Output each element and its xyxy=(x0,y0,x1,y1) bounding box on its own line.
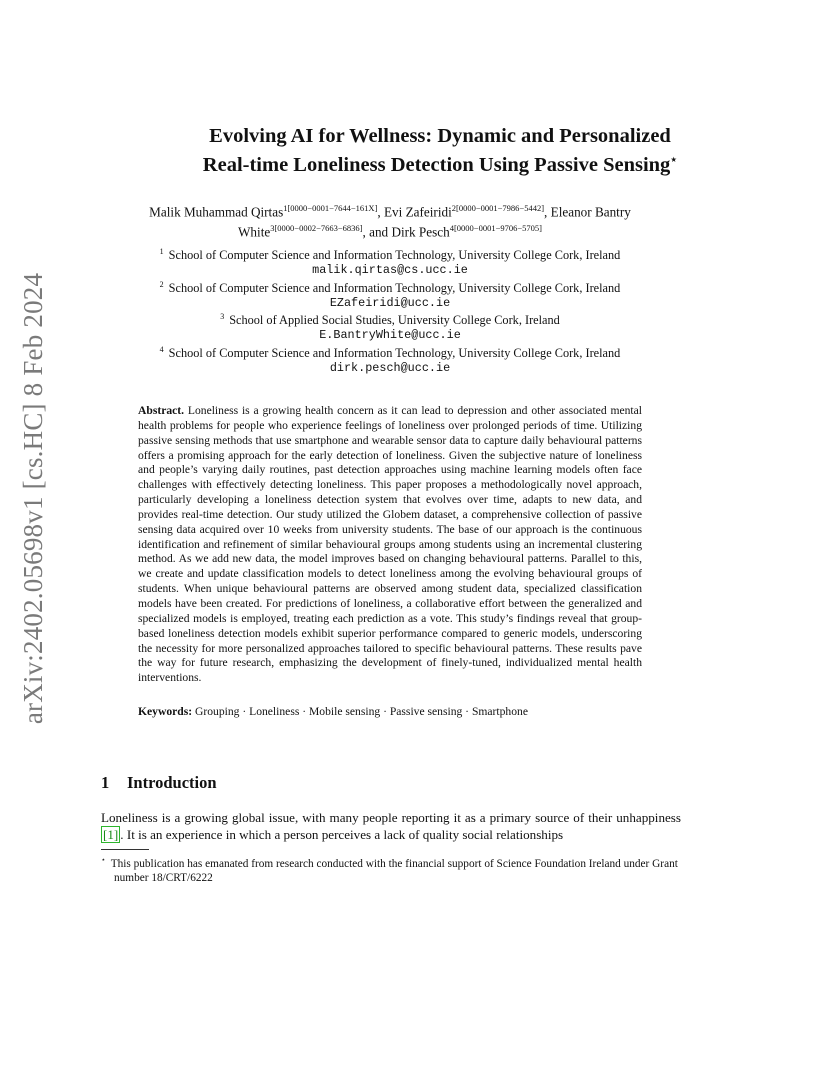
section-heading xyxy=(101,773,217,793)
affiliation-email[interactable]: EZafeiridi@ucc.ie xyxy=(329,295,451,310)
author-orcid: 4[0000−0001−9706−5705] xyxy=(449,223,542,234)
section-number: 1 xyxy=(101,773,110,792)
arxiv-watermark xyxy=(16,272,52,724)
affiliation-number: 1 xyxy=(159,247,164,256)
abstract-text: Loneliness is a growing health concern as it can lead to depression and other associated mental health problems for people who experience feelings of loneliness over prolonged periods of time. Utilizing passive sensing methods that use smartphone and wearable sensor data to capture daily behavioural patterns offers a promising approach for the early detection of loneliness. Given the subjective nature of loneliness and people’s varying daily routines, past detection approaches using machine learning models often face challenges with effectively detecting loneliness. This paper proposes a methodologically novel approach, particularly developing a loneliness detection system that evolves over time, adapts to new data, and provides real-time detection. Our study utilized the Globem dataset, a comprehensive collection of passive sensing data acquired over 10 weeks from university students. The base of our approach is the continuous identification and refinement of similar behavioural groups among students using an incremental clustering method. As we add new data, the model improves based on changing behavioural patterns. Parallel to this, we create and update classification models to detect loneliness among the evolving behavioural groups of students. When unique behavioural patterns are observed among student data, specialized classification models have been created. For predictions of loneliness, a collaborative effort between the generalized and specialized models is employed, treating each prediction as a vote. This study’s findings reveal that group-based loneliness detection models exhibit superior performance compared to generic models, underscoring the necessity for more personalized approaches tailored to specific behavioural patterns. These results pave the way for future research, emphasizing the development of finely-tuned, individualized mental health interventions. xyxy=(138,404,642,685)
affiliation-email[interactable]: E.BantryWhite@ucc.ie xyxy=(319,328,461,343)
affiliation-line xyxy=(110,310,670,328)
affiliation-number: 4 xyxy=(159,345,164,355)
affiliation-email[interactable]: malik.qirtas@cs.ucc.ie xyxy=(312,262,468,277)
footnote-text-block xyxy=(101,853,681,886)
keywords xyxy=(138,704,642,719)
footnote-text: This publication has emanated from research conducted with the financial support of Science Foundation Ireland under Grant number 18/CRT/6222 xyxy=(110,857,678,885)
intro-paragraph xyxy=(101,809,681,843)
affiliations xyxy=(110,245,670,376)
affiliation-text: School of Computer Science and Information Technology, University College Cork, Ireland xyxy=(168,280,621,295)
author-orcid: 1[0000−0001−7644−161X] xyxy=(283,203,378,213)
intro-text-continued: . It is an experience in which a person perceives a lack of quality social relationships xyxy=(120,827,564,843)
author-name: Dirk Pesch xyxy=(391,224,450,240)
title-line-1: Evolving AI for Wellness: Dynamic and Personalized xyxy=(209,125,671,147)
affiliation-email[interactable]: dirk.pesch@ucc.ie xyxy=(329,360,451,375)
title-line-2 xyxy=(100,148,780,177)
author-name: Malik Muhammad Qirtas xyxy=(149,204,284,220)
footnote-mark: ⋆ xyxy=(101,855,106,864)
abstract-label: Abstract. xyxy=(138,404,185,417)
affiliation-number: 2 xyxy=(159,279,164,289)
affiliation-number: 3 xyxy=(220,312,225,322)
keywords-text: Grouping · Loneliness · Mobile sensing · Passive sensing · Smartphone xyxy=(195,705,528,718)
affiliation-text: School of Applied Social Studies, University College Cork, Ireland xyxy=(229,313,560,328)
title-line-2-text: Real-time Loneliness Detection Using Passive Sensing xyxy=(202,153,671,176)
title-star-mark: ⋆ xyxy=(670,154,678,166)
footnote-rule xyxy=(101,849,149,850)
author-name: Eleanor Bantry White xyxy=(237,204,631,240)
keywords-label: Keywords: xyxy=(138,705,193,718)
author-separator: , and xyxy=(362,224,389,240)
citation-link[interactable]: [1] xyxy=(103,827,119,843)
affiliation-text: School of Computer Science and Information Technology, University College Cork, Ireland xyxy=(168,346,621,361)
paper-title xyxy=(100,124,780,177)
author-separator: , xyxy=(544,204,548,220)
author-orcid: 2[0000−0001−7986−5442] xyxy=(451,203,545,213)
author-orcid: 3[0000−0002−7663−6836] xyxy=(270,223,363,234)
author-separator: , xyxy=(377,204,381,220)
intro-text: Loneliness is a growing global issue, with many people reporting it as a primary source of their unhappiness xyxy=(101,810,681,825)
section-title: Introduction xyxy=(127,773,217,792)
author-name: Evi Zafeiridi xyxy=(384,204,452,220)
author-list xyxy=(112,200,668,241)
affiliation-text: School of Computer Science and Information Technology, University College Cork, Ireland xyxy=(168,248,621,263)
affiliation-line xyxy=(110,245,670,263)
footnote xyxy=(101,853,681,886)
arxiv-id: arXiv:2402.05698v1 [cs.HC] 8 Feb 2024 xyxy=(18,272,49,724)
affiliation-line xyxy=(110,278,670,296)
abstract xyxy=(138,404,642,686)
affiliation-line xyxy=(110,343,670,361)
